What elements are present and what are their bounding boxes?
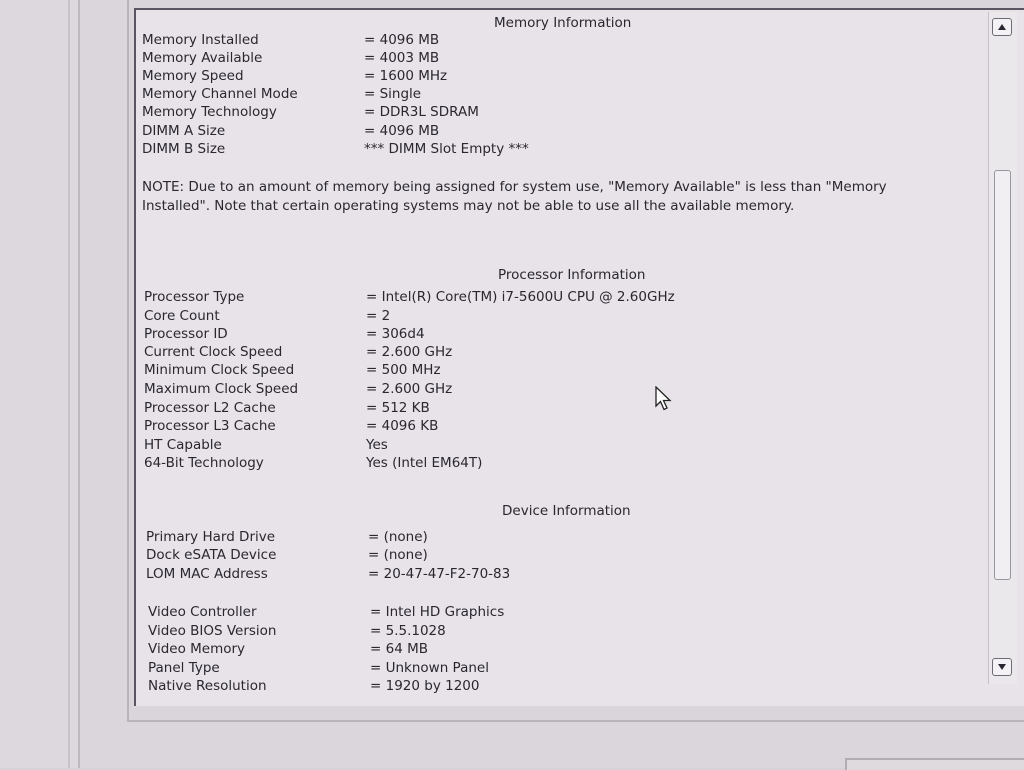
row-label: Memory Available [142,50,263,66]
row-label: Processor L2 Cache [144,400,276,416]
row-value: = 4096 MB [364,123,440,139]
row-label: Video BIOS Version [148,623,277,639]
row-label: Processor ID [144,326,228,342]
row-label: Memory Technology [142,104,277,120]
row-label: 64-Bit Technology [144,455,264,471]
row-value: = (none) [368,547,428,563]
device-section-title: Device Information [502,503,631,519]
row-label: Native Resolution [148,678,267,694]
row-label: Current Clock Speed [144,344,283,360]
row-label: Dock eSATA Device [146,547,277,563]
scroll-up-button[interactable] [992,18,1012,36]
row-value: *** DIMM Slot Empty *** [364,141,529,157]
row-value: = Intel HD Graphics [370,604,505,620]
row-label: Memory Channel Mode [142,86,298,102]
row-value: = 2.600 GHz [366,344,453,360]
memory-note: NOTE: Due to an amount of memory being assigned for system use, "Memory Available" is less than "Memory Installed". Note that certain operating systems may not be able to use all the available memory. [142,179,887,214]
row-value: = 20-47-47-F2-70-83 [368,566,511,582]
row-label: Processor L3 Cache [144,418,276,434]
row-label: HT Capable [144,437,222,453]
system-info-panel [134,8,1024,706]
left-divider [68,0,70,768]
triangle-up-icon [997,23,1007,31]
row-value: = 2.600 GHz [366,381,453,397]
row-label: Core Count [144,308,220,324]
row-value: = 1920 by 1200 [370,678,480,694]
bottom-panel-edge [845,758,1024,770]
row-label: DIMM A Size [142,123,226,139]
row-value: = 4003 MB [364,50,440,66]
row-label: Minimum Clock Speed [144,362,295,378]
memory-section-title: Memory Information [494,15,632,31]
row-value: = Single [364,86,422,102]
row-value: = 306d4 [366,326,425,342]
row-label: Video Memory [148,641,246,657]
row-label: LOM MAC Address [146,566,268,582]
row-value: = (none) [368,529,428,545]
row-label: Primary Hard Drive [146,529,276,545]
row-value: = 512 KB [366,400,430,416]
mouse-pointer-icon [655,386,673,416]
row-value: = 4096 MB [364,32,440,48]
triangle-down-icon [997,663,1007,671]
left-margin [0,0,80,768]
row-label: Memory Installed [142,32,259,48]
row-label: Processor Type [144,289,245,305]
scroll-down-button[interactable] [992,658,1012,676]
row-value: Yes [366,437,388,453]
row-value: = Unknown Panel [370,660,489,676]
row-value: = 64 MB [370,641,428,657]
row-value: Yes (Intel EM64T) [366,455,483,471]
row-label: Memory Speed [142,68,244,84]
row-label: DIMM B Size [142,141,226,157]
row-label: Maximum Clock Speed [144,381,299,397]
row-value: = 2 [366,308,391,324]
row-label: Video Controller [148,604,257,620]
row-value: = 4096 KB [366,418,439,434]
vertical-scrollbar[interactable] [988,12,1017,684]
row-value: = 500 MHz [366,362,441,378]
processor-section-title: Processor Information [498,267,646,283]
row-value: = DDR3L SDRAM [364,104,479,120]
row-label: Panel Type [148,660,220,676]
scroll-thumb[interactable] [994,170,1011,580]
row-value: = 1600 MHz [364,68,448,84]
row-value: = Intel(R) Core(TM) i7-5600U CPU @ 2.60GHz [366,289,675,305]
row-value: = 5.5.1028 [370,623,446,639]
